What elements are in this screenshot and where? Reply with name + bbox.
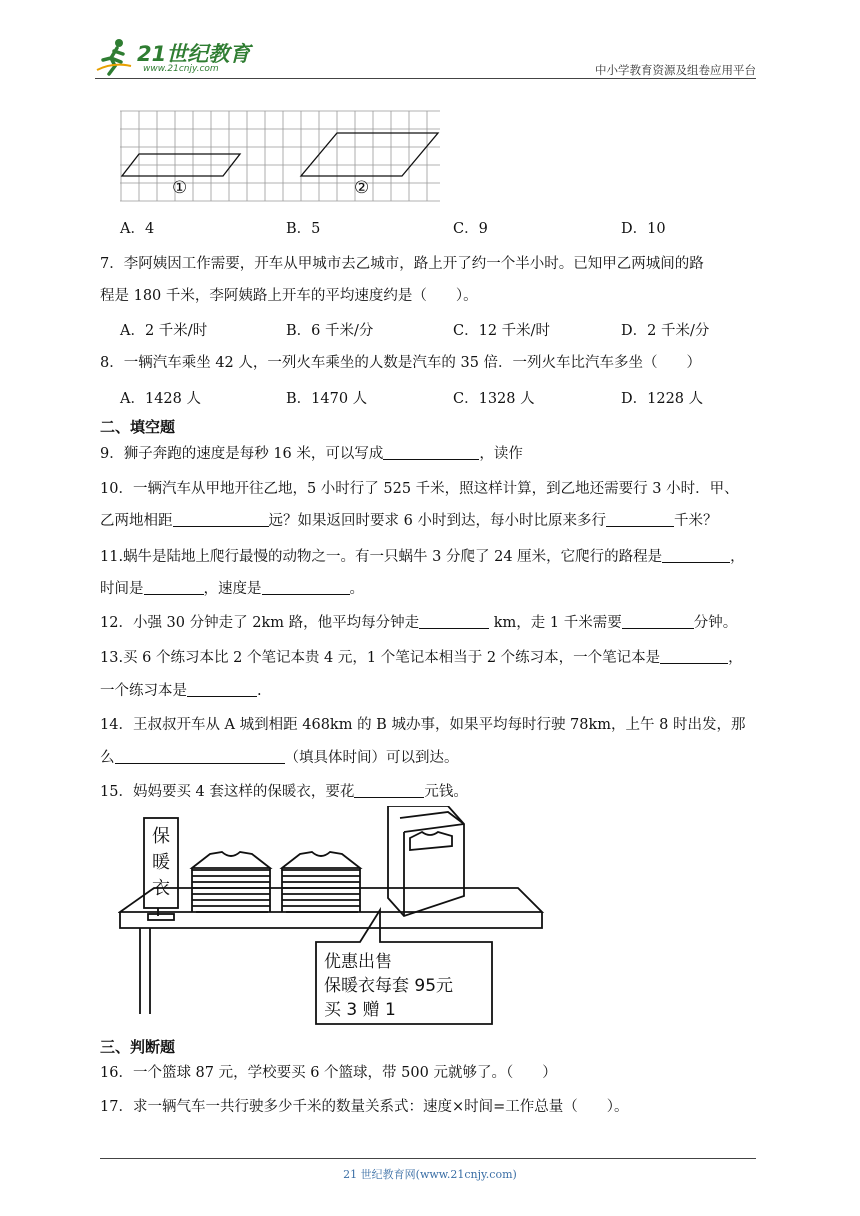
thermal-clothes-table-figure — [118, 806, 548, 1028]
q9-line — [100, 444, 523, 464]
header-logo — [95, 36, 265, 76]
q10-line-2 — [100, 511, 717, 531]
q14-text-c: （填具体时间）可以到达。 — [284, 750, 459, 766]
q14-line-2 — [100, 748, 459, 768]
q11-text-d: ，速度是 — [203, 581, 262, 597]
q11-text-c: 时间是 — [100, 581, 144, 597]
bubble-line-1: 优惠出售 — [324, 952, 392, 972]
q11-line-2 — [100, 579, 364, 599]
q6-option-b: B．5 — [286, 221, 321, 237]
runner-logo-icon — [95, 36, 135, 76]
q12-text-a: 12．小强 30 分钟走了 2km 路，他平均每分钟走 — [100, 615, 420, 631]
q14-line-1: 14．王叔叔开车从 A 城到相距 468km 的 B 城办事，如果平均每时行驶 78km，上午 8 时出发，那 — [100, 717, 746, 733]
q16-line: 16．一个篮球 87 元，学校要买 6 个篮球，带 500 元就够了。（ ） — [100, 1065, 557, 1081]
q7-option-b: B．6 千米/分 — [286, 323, 374, 339]
q13-blank-1[interactable] — [660, 649, 728, 664]
bubble-line-2: 保暖衣每套 95元 — [324, 976, 454, 996]
q9-blank-1[interactable] — [383, 445, 479, 460]
q10-text-b: 乙两地相距 — [100, 513, 173, 529]
section-2-heading: 二、填空题 — [100, 418, 176, 436]
q12-blank-2[interactable] — [622, 614, 694, 629]
q7-option-d: D．2 千米/分 — [621, 323, 710, 339]
q15-text-b: 元钱。 — [424, 784, 468, 800]
q11-line-1 — [100, 547, 745, 567]
header-platform-text: 中小学教育资源及组卷应用平台 — [595, 63, 756, 77]
q8-line-1: 8．一辆汽车乘坐 42 人，一列火车乘坐的人数是汽车的 35 倍．一列火车比汽车多坐（ ） — [100, 355, 702, 371]
q15-text-a: 15．妈妈要买 4 套这样的保暖衣，要花 — [100, 784, 355, 800]
q10-blank-1[interactable] — [173, 512, 269, 527]
q6-option-a: A．4 — [120, 221, 155, 237]
q10-text-c: 远？如果返回时要求 6 小时到达，每小时比原来多行 — [268, 513, 606, 529]
sign-char-3: 衣 — [152, 878, 170, 899]
q14-blank-1[interactable] — [115, 749, 285, 764]
q11-blank-2[interactable] — [144, 580, 204, 595]
q11-text-a: 11.蜗牛是陆地上爬行最慢的动物之一。有一只蜗牛 3 分爬了 24 厘米，它爬行的路程是 — [100, 549, 663, 565]
q8-option-c: C．1328 人 — [453, 391, 535, 407]
q12-text-c: 分钟。 — [693, 615, 738, 631]
footer-divider — [100, 1158, 756, 1159]
q11-text-b: ， — [730, 549, 745, 565]
q13-text-b: ， — [728, 650, 743, 666]
q14-text-b: 么 — [100, 750, 115, 766]
figure-label-2: ② — [354, 178, 370, 198]
q13-text-a: 13.买 6 个练习本比 2 个笔记本贵 4 元，1 个笔记本相当于 2 个练习本，一个笔记本是 — [100, 650, 661, 666]
sign-char-2: 暖 — [152, 852, 170, 873]
q12-text-b: km，走 1 千米需要 — [489, 615, 622, 631]
q13-line-1 — [100, 648, 743, 668]
sign-char-1: 保 — [152, 826, 170, 847]
q8-option-d: D．1228 人 — [621, 391, 704, 407]
q13-blank-2[interactable] — [187, 682, 257, 697]
q7-line-2: 程是 180 千米，李阿姨路上开车的平均速度约是（ ）。 — [100, 288, 478, 304]
footer-text[interactable]: 21 世纪教育网(www.21cnjy.com) — [343, 1168, 517, 1181]
q6-option-d: D．10 — [621, 221, 666, 237]
q13-text-d: . — [257, 683, 262, 699]
bubble-line-3: 买 3 赠 1 — [324, 1000, 396, 1020]
q12-blank-1[interactable] — [419, 614, 489, 629]
q10-blank-2[interactable] — [606, 512, 674, 527]
q13-line-2 — [100, 681, 262, 701]
q9-text-b: ，读作 — [479, 446, 523, 462]
q7-option-c: C．12 千米/时 — [453, 323, 551, 339]
q10-text-d: 千米？ — [673, 513, 718, 529]
q8-option-b: B．1470 人 — [286, 391, 368, 407]
q15-blank-1[interactable] — [354, 783, 424, 798]
parallelogram-grid-figure — [120, 110, 440, 202]
parallelogram-2-shape — [301, 133, 438, 176]
logo-main-text: 21世纪教育 — [137, 42, 251, 66]
q11-blank-1[interactable] — [662, 548, 730, 563]
q7-line-1: 7．李阿姨因工作需要，开车从甲城市去乙城市，路上开了约一个半小时。已知甲乙两城间的路 — [100, 256, 704, 272]
q7-option-a: A．2 千米/时 — [120, 323, 208, 339]
section-3-heading: 三、判断题 — [100, 1038, 176, 1056]
header-divider — [95, 78, 756, 79]
q17-line: 17．求一辆气车一共行驶多少千米的数量关系式：速度×时间=工作总量（ ）。 — [100, 1099, 629, 1115]
q15-line — [100, 782, 468, 802]
q13-text-c: 一个练习本是 — [100, 683, 187, 699]
q8-option-a: A．1428 人 — [120, 391, 201, 407]
figure-label-1: ① — [172, 178, 188, 198]
logo-url-text: www.21cnjy.com — [143, 64, 219, 74]
q6-option-c: C．9 — [453, 221, 488, 237]
q9-text-a: 9．狮子奔跑的速度是每秒 16 米，可以写成 — [100, 446, 384, 462]
q11-blank-3[interactable] — [262, 580, 350, 595]
q12-line — [100, 613, 737, 633]
q11-text-e: 。 — [349, 581, 364, 597]
q10-line-1: 10．一辆汽车从甲地开往乙地，5 小时行了 525 千米，照这样计算，到乙地还需要行 3 小时．甲、 — [100, 481, 739, 497]
